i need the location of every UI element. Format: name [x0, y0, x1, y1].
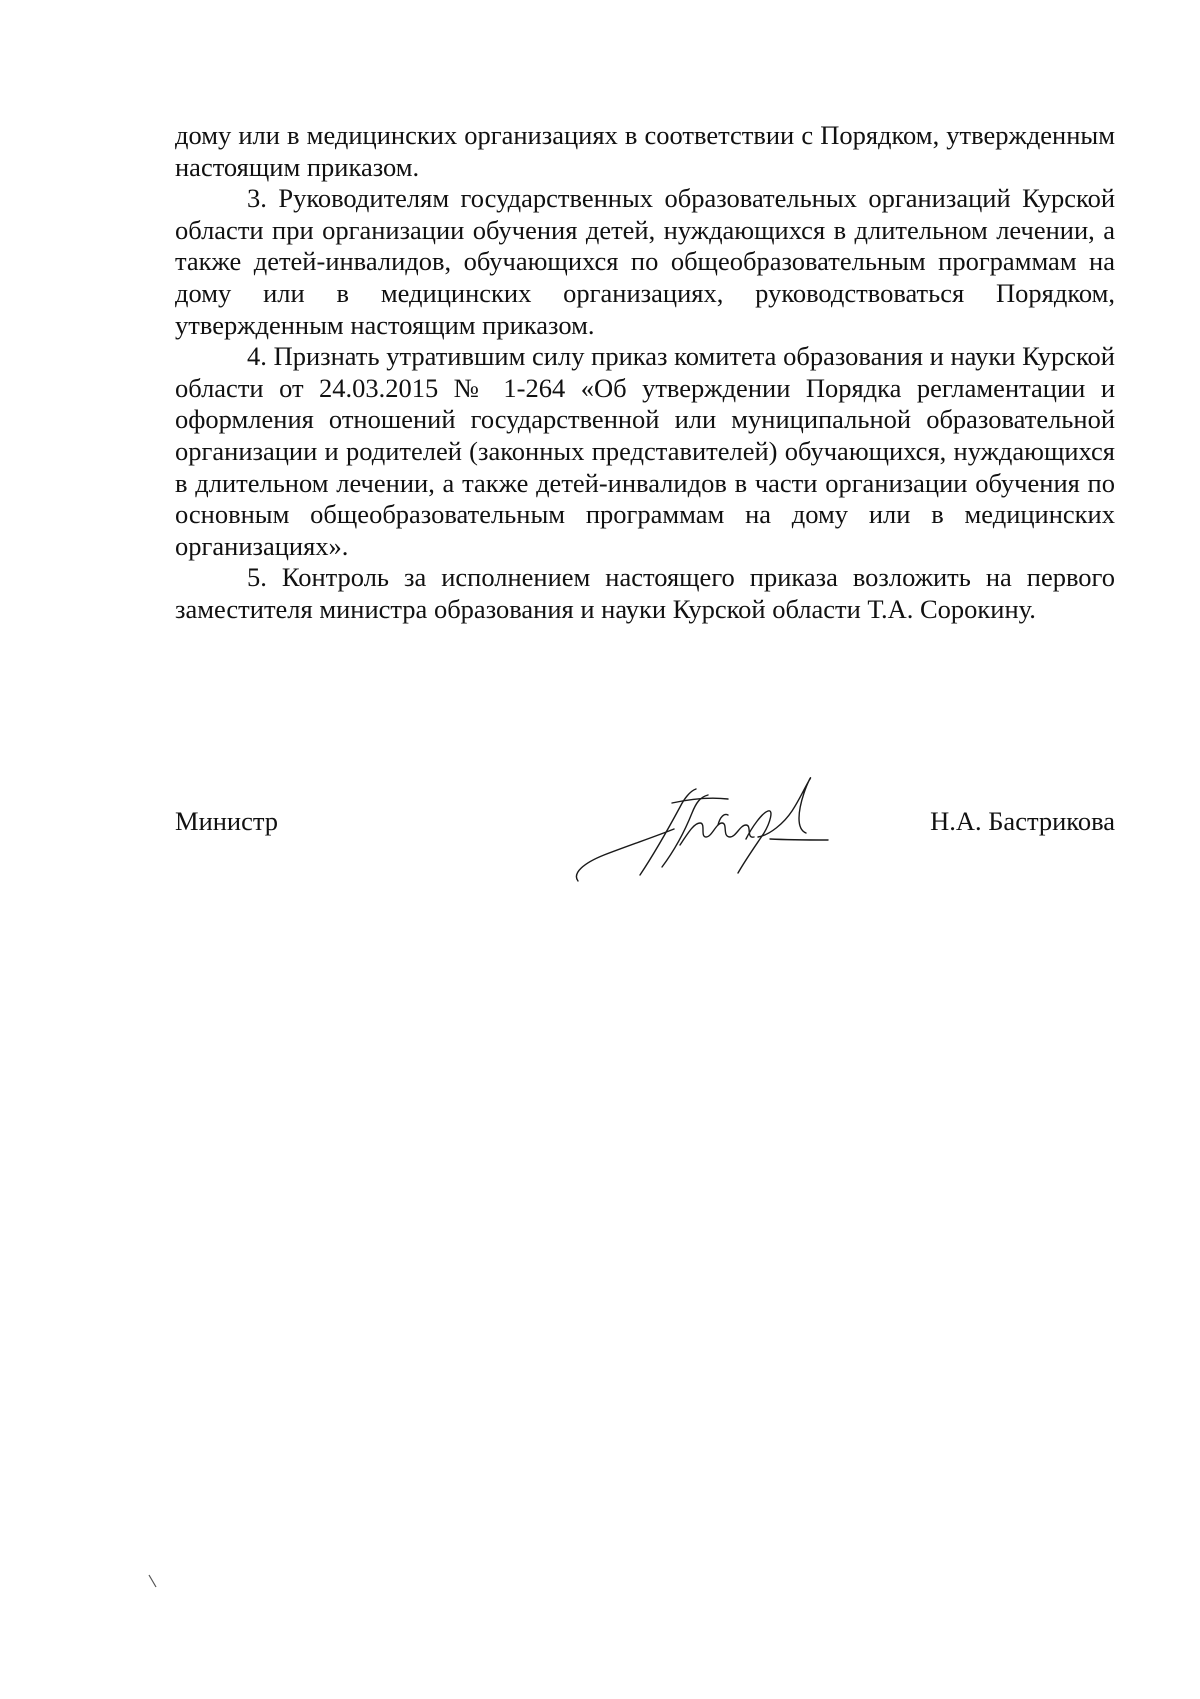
- paragraph-continuation: дому или в медицинских организациях в соответствии с Порядком, утвержденным настоящим приказом.: [175, 120, 1115, 182]
- handwritten-signature: [570, 763, 850, 893]
- scan-mark: [147, 1573, 159, 1589]
- paragraph-item-3: 3. Руководителям государственных образовательных организаций Курской области при организации обучения детей, нуждающихся в длительном лечении, а также детей-инвалидов, обучающихся по общеобразовательным программам на дому или в медицинских организациях, руководствоваться Порядком, утвержденным настоящим приказом.: [175, 183, 1115, 340]
- signature-block: [175, 805, 1115, 885]
- signatory-name: Н.А. Бастрикова: [930, 806, 1115, 836]
- signatory-position: Министр: [175, 806, 279, 836]
- document-body: [175, 120, 1115, 626]
- paragraph-item-5: 5. Контроль за исполнением настоящего приказа возложить на первого заместителя министра образования и науки Курской области Т.А. Сорокину.: [175, 562, 1115, 624]
- paragraph-item-4: 4. Признать утратившим силу приказ комитета образования и науки Курской области от 24.03.2015 № 1-264 «Об утверждении Порядка регламентации и оформления отношений государственной или муниципальной образовательной организации и родителей (законных представителей) обучающихся, нуждающихся в длительном лечении, а также детей-инвалидов в части организации обучения по основным общеобразовательным программам на дому или в медицинских организациях».: [175, 341, 1115, 561]
